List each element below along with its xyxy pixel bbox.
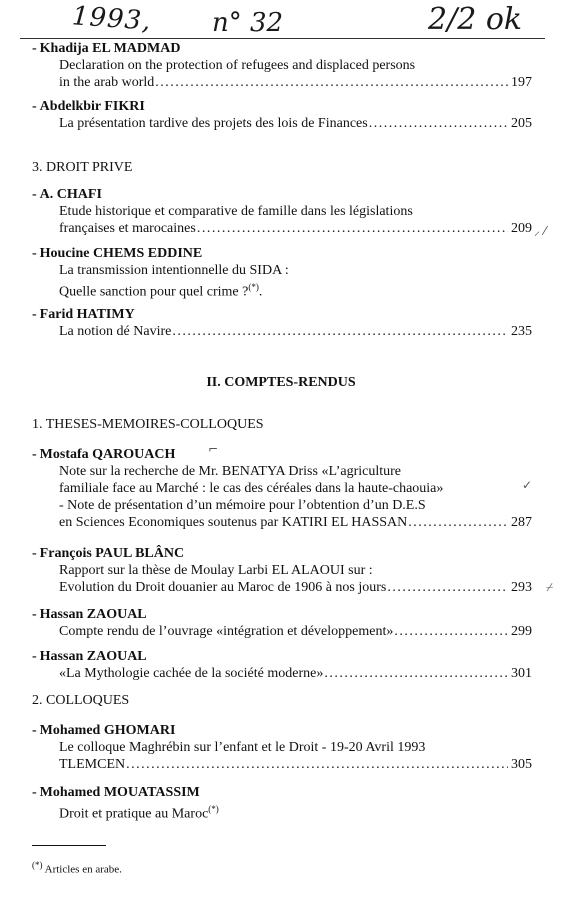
entry-leader-line: en Sciences Economiques soutenus par KATIRI EL HASSAN . . . 287: [59, 514, 532, 531]
entry-page: 287: [511, 515, 532, 530]
entry-leader-line: Compte rendu de l’ouvrage «intégration et développement» . . . 299: [59, 623, 532, 640]
entry-page: 299: [511, 624, 532, 639]
toc-entry: [32, 648, 532, 682]
entry-leader-line: TLEMCEN . . . 305: [59, 756, 532, 773]
entry-title-line: - Note de présentation d’un mémoire pour l’obtention d’un D.E.S: [59, 498, 426, 513]
entry-leader-line: Evolution du Droit douanier au Maroc de 1906 à nos jours . . . 293: [59, 579, 532, 596]
entry-title-line: Le colloque Maghrébin sur l’enfant et le Droit - 19-20 Avril 1993: [59, 740, 426, 755]
entry-author: - Houcine CHEMS EDDINE: [32, 246, 203, 261]
entry-author: - A. CHAFI: [32, 187, 102, 202]
entry-author: - Mohamed GHOMARI: [32, 723, 176, 738]
handwritten-check: 2/2 ok: [428, 2, 523, 37]
toc-entry: [32, 98, 532, 132]
footnote: (*) Articles en arabe.: [32, 860, 122, 876]
entry-page: 293: [511, 580, 532, 595]
top-rule: [20, 38, 545, 39]
entry-author: - Khadija EL MADMAD: [32, 41, 181, 56]
entry-author: - François PAUL BLÂNC: [32, 546, 185, 561]
toc-entry: [32, 784, 532, 823]
handwritten-issue: n° 32: [212, 8, 284, 38]
entry-page: 209: [511, 221, 532, 236]
entry-title-line: familiale face au Marché : le cas des céréales dans la haute-chaouia»: [59, 481, 444, 496]
entry-leader-line: in the arab world . . . 197: [59, 74, 532, 91]
entry-title-line: Declaration on the protection of refugees and displaced persons: [59, 58, 416, 73]
entry-title-line: Note sur la recherche de Mr. BENATYA Driss «L’agriculture: [59, 464, 402, 479]
entry-page: 235: [511, 324, 532, 339]
toc-entry: [32, 306, 532, 340]
entry-title-line: Rapport sur la thèse de Moulay Larbi EL ALAOUI sur :: [59, 563, 373, 578]
toc-entry: [32, 245, 532, 301]
entry-author: - Hassan ZAOUAL: [32, 607, 147, 622]
margin-tick-mark: ⌐: [208, 442, 219, 456]
entry-leader-line: La présentation tardive des projets des lois de Finances . . . 205: [59, 115, 532, 132]
entry-leader-line: françaises et marocaines . . . 209: [59, 220, 532, 237]
entry-author: - Mohamed MOUATASSIM: [32, 785, 200, 800]
section-heading: 3. DROIT PRIVE: [32, 160, 133, 175]
toc-entry: [32, 606, 532, 640]
section-heading: 1. THESES-MEMOIRES-COLLOQUES: [32, 417, 264, 432]
entry-title-line: Droit et pratique au Maroc(*): [59, 804, 219, 822]
part-heading: II. COMPTES-RENDUS: [206, 375, 356, 390]
entry-author: - Mostafa QAROUACH: [32, 447, 176, 462]
margin-check-mark: ⌿: [546, 580, 554, 594]
entry-leader-line: La notion dé Navire . . . 235: [59, 323, 532, 340]
footnote-rule: [32, 845, 106, 846]
toc-entry: [32, 722, 532, 773]
section-heading: 2. COLLOQUES: [32, 693, 130, 708]
entry-author: - Abdelkbir FIKRI: [32, 99, 145, 114]
toc-entry: [32, 446, 532, 531]
entry-page: 197: [511, 75, 532, 90]
margin-check-mark: ✓: [522, 478, 533, 492]
entry-author: - Hassan ZAOUAL: [32, 649, 147, 664]
entry-page: 305: [511, 757, 532, 772]
entry-title-line: La transmission intentionnelle du SIDA :: [59, 263, 289, 278]
handwritten-year: 1993,: [71, 1, 153, 37]
entry-title-line: Etude historique et comparative de famille dans les législations: [59, 204, 413, 219]
toc-entry: [32, 186, 532, 237]
entry-page: 205: [511, 116, 532, 131]
entry-leader-line: «La Mythologie cachée de la société moderne» . . . 301: [59, 665, 532, 682]
entry-title-line: Quelle sanction pour quel crime ?(*).: [59, 282, 263, 300]
entry-author: - Farid HATIMY: [32, 307, 135, 322]
toc-entry: [32, 40, 532, 91]
entry-page: 301: [511, 666, 532, 681]
margin-check-mark: ⸝ ⁄: [534, 224, 546, 238]
toc-entry: [32, 545, 532, 596]
